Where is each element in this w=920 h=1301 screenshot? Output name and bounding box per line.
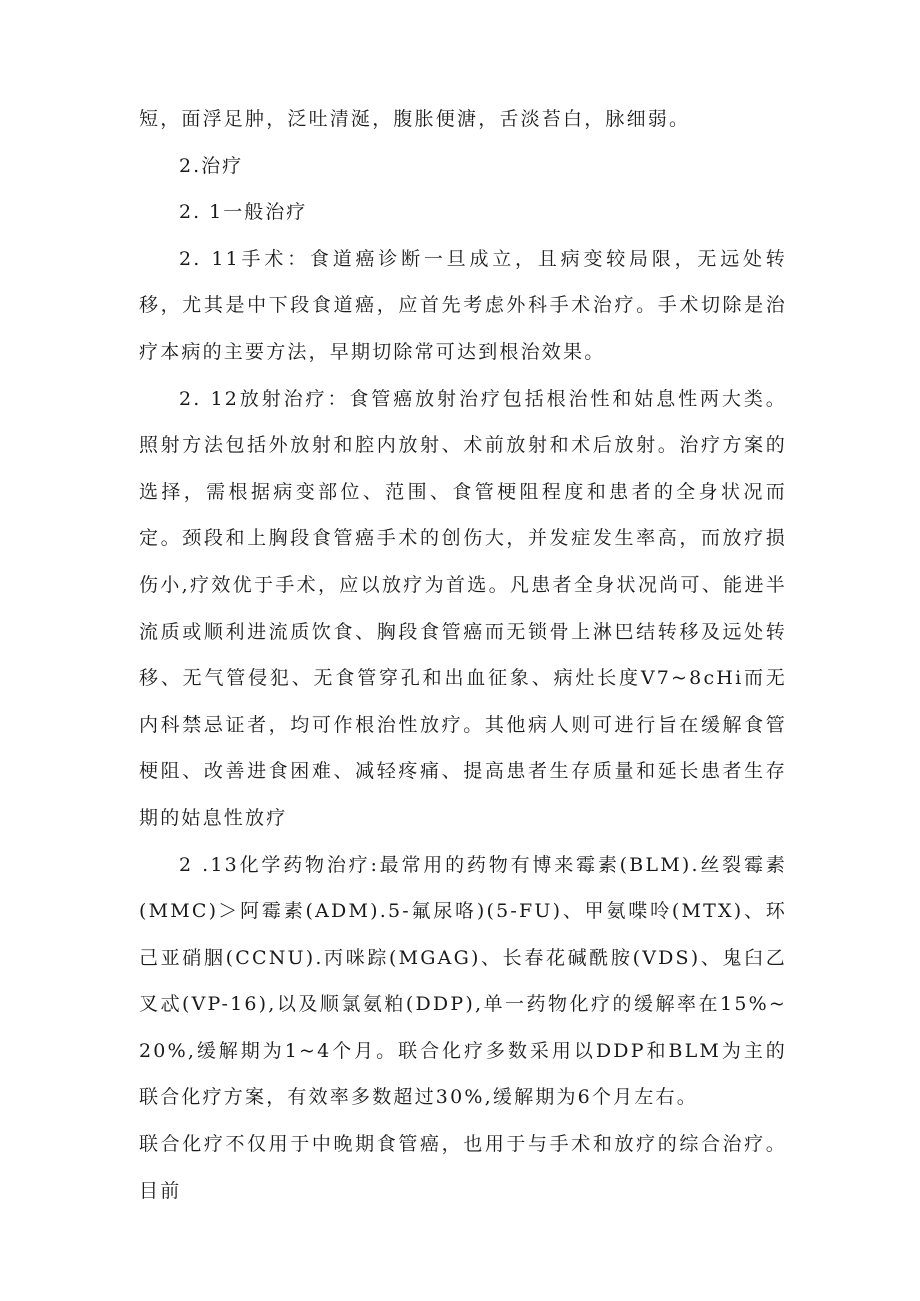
subsection-heading-general-treatment: 2. 1一般治疗 — [179, 201, 308, 224]
paragraph-symptoms-continued: 短，面浮足肿，泛吐清涎，腹胀便溏，舌淡苔白，脉细弱。 — [139, 108, 691, 130]
paragraph-radiotherapy: 2. 12放射治疗：食管癌放射治疗包括根治性和姑息性两大类。照射方法包括外放射和腔内放射、术前放射和术后放射。治疗方案的选择，需根据病变部位、范围、食管梗阻程度和患者的全身状况而定。颈段和上胸段食管癌手术的创伤大，并发症发生率高，而放疗损伤小,疗效优于手术，应以放疗为首选。凡患者全身状况尚可、能进半流质或顺利进流质饮食、胸段食管癌而无锁骨上淋巴结转移及远处转移、无气管侵犯、无食管穿孔和出血征象、病灶长度V7~8cHi而无内科禁忌证者，均可作根治性放疗。其他病人则可进行旨在缓解食管梗阻、改善进食困难、减轻疼痛、提高患者生存质量和延长患者生存期的姑息性放疗 — [139, 387, 787, 829]
paragraph-combined-chemotherapy: 联合化疗不仅用于中晚期食管癌，也用于与手术和放疗的综合治疗。目前 — [139, 1133, 787, 1202]
paragraph-chemotherapy: 2 .13化学药物治疗:最常用的药物有博来霉素(BLM).丝裂霉素(MMC)＞阿霉素(ADM).5-氟尿咯)(5-FU)、甲氨喋呤(MTX)、环己亚硝胭(CCNU).丙咪踪(MGAG)、长春花碱酰胺(VDS)、鬼臼乙叉忒(VP-16),以及顺氯氨粕(DDP),单一药物化疗的缓解率在15%~20%,缓解期为1~4个月。联合化疗多数采用以DDP和BLM为主的联合化疗方案，有效率多数超过30%,缓解期为6个月左右。 — [139, 853, 787, 1109]
section-heading-treatment: 2.治疗 — [179, 154, 244, 177]
paragraph-surgery: 2. 11手术：食道癌诊断一旦成立，且病变较局限，无远处转移，尤其是中下段食道癌，应首先考虑外科手术治疗。手术切除是治疗本病的主要方法，早期切除常可达到根治效果。 — [139, 247, 787, 363]
document-body — [139, 96, 787, 1214]
